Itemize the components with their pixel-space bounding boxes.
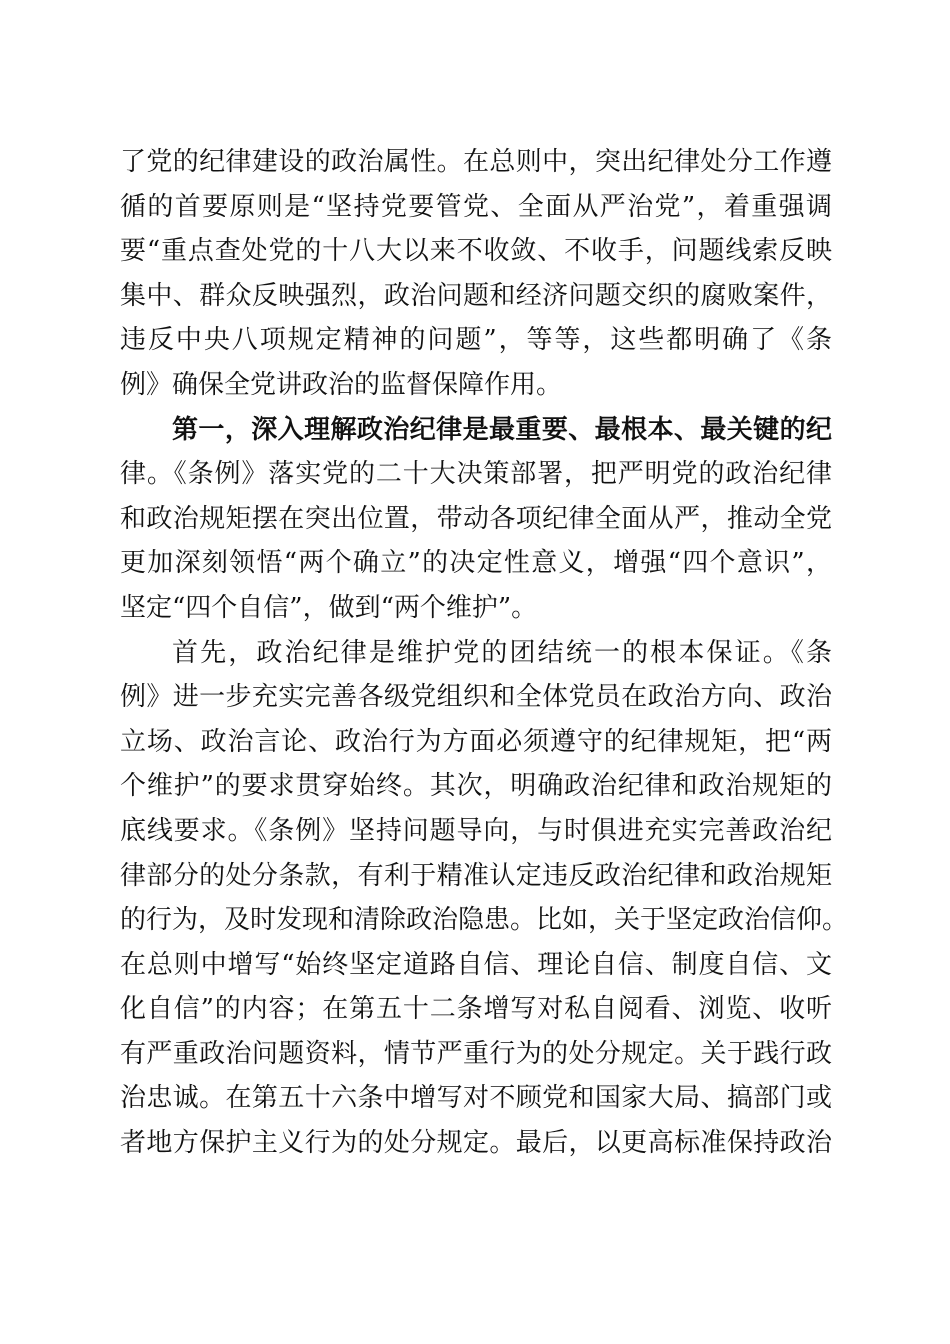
text-line: 个维护”的要求贯穿始终。其次，明确政治纪律和政治规矩的: [120, 771, 832, 802]
text-line: 违反中央八项规定精神的问题”，等等，这些都明确了《条: [120, 325, 832, 356]
text-line: 底线要求。《条例》坚持问题导向，与时俱进充实完善政治纪: [120, 815, 832, 846]
paragraph-2: [120, 408, 832, 631]
text-line: 要“重点查处党的十八大以来不收敛、不收手，问题线索反映: [120, 236, 832, 267]
text-line: 坚定“四个自信”，做到“两个维护”。: [120, 592, 538, 623]
text-line: 的行为，及时发现和清除政治隐患。比如，关于坚定政治信仰。: [120, 905, 849, 936]
text-line-heading: 第一，深入理解政治纪律是最重要、最根本、最关键的纪: [172, 414, 832, 445]
text-line: 者地方保护主义行为的处分规定。最后，以更高标准保持政治: [120, 1128, 832, 1159]
text-line: 循的首要原则是“坚持党要管党、全面从严治党”，着重强调: [120, 191, 832, 222]
text-line: 治忠诚。在第五十六条中增写对不顾党和国家大局、搞部门或: [120, 1083, 832, 1114]
text-line: 例》进一步充实完善各级党组织和全体党员在政治方向、政治: [120, 682, 832, 713]
text-line: 有严重政治问题资料，情节严重行为的处分规定。关于践行政: [120, 1038, 832, 1069]
text-line: 立场、政治言论、政治行为方面必须遵守的纪律规矩，把“两: [120, 726, 832, 757]
text-line: 在总则中增写“始终坚定道路自信、理论自信、制度自信、文: [120, 949, 832, 980]
paragraph-1: [120, 140, 832, 408]
text-line: 例》确保全党讲政治的监督保障作用。: [120, 369, 563, 400]
paragraph-3: [120, 631, 849, 1166]
text-line: 化自信”的内容；在第五十二条增写对私自阅看、浏览、收听: [120, 994, 832, 1025]
text-line: 了党的纪律建设的政治属性。在总则中，突出纪律处分工作遵: [120, 147, 832, 177]
text-line: 首先，政治纪律是维护党的团结统一的根本保证。《条: [172, 637, 832, 668]
text-line: 更加深刻领悟“两个确立”的决定性意义，增强“四个意识”，: [120, 548, 832, 579]
text-line: 集中、群众反映强烈，政治问题和经济问题交织的腐败案件，: [120, 280, 832, 311]
text-line: 律部分的处分条款，有利于精准认定违反政治纪律和政治规矩: [120, 860, 832, 891]
text-line: 和政治规矩摆在突出位置，带动各项纪律全面从严，推动全党: [120, 503, 832, 534]
document-page: [120, 140, 849, 1166]
text-line: 律。《条例》落实党的二十大决策部署，把严明党的政治纪律: [120, 459, 832, 490]
